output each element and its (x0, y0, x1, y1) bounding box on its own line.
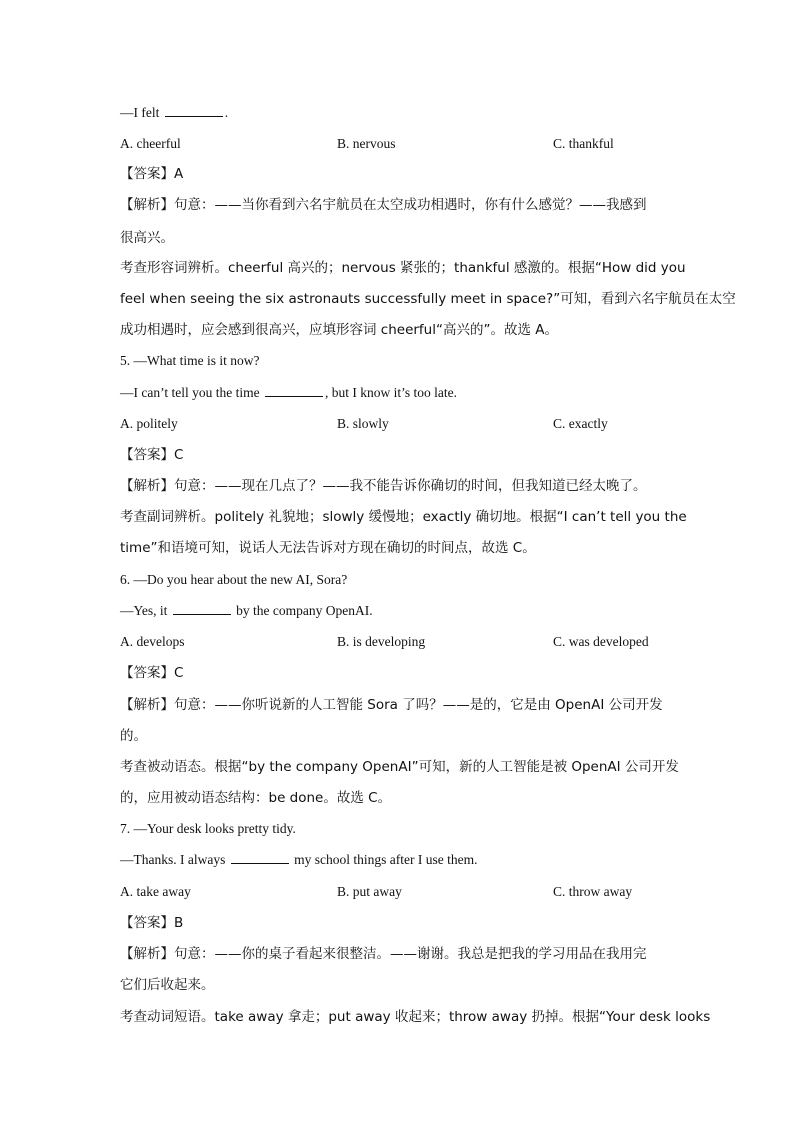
q5-option-c: C. exactly (553, 416, 608, 431)
q4-blank (165, 105, 223, 117)
q6-blank (173, 603, 231, 615)
q4-answer: 【答案】A (120, 166, 184, 182)
q6-analysis-line-2: 的。 (120, 728, 147, 744)
q6-option-c: C. was developed (553, 634, 649, 649)
q6-option-b: B. is developing (337, 634, 426, 649)
q4-analysis-line-2: 很高兴。 (120, 230, 174, 246)
q7-answer-line-pre: —Thanks. I always (120, 852, 229, 867)
q6-option-a: A. develops (120, 634, 185, 649)
q4-analysis-line-3: 考查形容词辨析。cheerful 高兴的；nervous 紧张的；thankful 感激的。根据“How did you (120, 260, 686, 276)
q6-analysis-line-4: 的，应用被动语态结构：be done。故选 C。 (120, 790, 392, 806)
q5-question: 5. —What time is it now? (120, 353, 260, 368)
q4-option-b: B. nervous (337, 136, 396, 151)
q5-answer-line-post: , but I know it’s too late. (324, 385, 457, 400)
q4-analysis-line-1: 【解析】句意：——当你看到六名宇航员在太空成功相遇时，你有什么感觉？——我感到 (120, 197, 647, 213)
q4-answer-line-pre: —I felt (120, 105, 163, 120)
q6-analysis-line-3: 考查被动语态。根据“by the company OpenAI”可知，新的人工智能是被 OpenAI 公司开发 (120, 759, 679, 775)
q7-answer: 【答案】B (120, 915, 184, 931)
q4-analysis-line-5: 成功相遇时，应会感到很高兴，应填形容词 cheerful“高兴的”。故选 A。 (120, 322, 559, 338)
q5-answer: 【答案】C (120, 447, 184, 463)
q5-answer-line (120, 383, 670, 403)
q7-analysis-line-2: 它们后收起来。 (120, 977, 215, 993)
q7-option-b: B. put away (337, 884, 402, 899)
q7-answer-line (120, 850, 670, 870)
q4-option-a: A. cheerful (120, 136, 181, 151)
q6-answer-line-post: by the company OpenAI. (232, 603, 373, 618)
q4-answer-line (120, 103, 670, 123)
q5-analysis-line-3: time”和语境可知，说话人无法告诉对方现在确切的时间点，故选 C。 (120, 540, 536, 556)
q5-analysis-line-1: 【解析】句意：——现在几点了？——我不能告诉你确切的时间，但我知道已经太晚了。 (120, 478, 647, 494)
q5-blank (265, 385, 323, 397)
q6-answer-line-pre: —Yes, it (120, 603, 171, 618)
q7-option-a: A. take away (120, 884, 191, 899)
q7-answer-line-post: my school things after I use them. (290, 852, 478, 867)
q6-analysis-line-1: 【解析】句意：——你听说新的人工智能 Sora 了吗？——是的，它是由 OpenAI 公司开发 (120, 697, 663, 713)
q5-analysis-line-2: 考查副词辨析。politely 礼貌地；slowly 缓慢地；exactly 确切地。根据“I can’t tell you the (120, 509, 687, 525)
q5-answer-line-pre: —I can’t tell you the time (120, 385, 263, 400)
q4-answer-line-post: . (224, 105, 229, 120)
q7-question: 7. —Your desk looks pretty tidy. (120, 821, 296, 836)
q7-option-c: C. throw away (553, 884, 633, 899)
q5-option-b: B. slowly (337, 416, 389, 431)
q4-option-c: C. thankful (553, 136, 614, 151)
q6-answer: 【答案】C (120, 665, 184, 681)
q6-question: 6. —Do you hear about the new AI, Sora? (120, 572, 348, 587)
q5-option-a: A. politely (120, 416, 178, 431)
q7-analysis-line-3: 考查动词短语。take away 拿走；put away 收起来；throw away 扔掉。根据“Your desk looks (120, 1009, 711, 1025)
q7-blank (231, 852, 289, 864)
q7-analysis-line-1: 【解析】句意：——你的桌子看起来很整洁。——谢谢。我总是把我的学习用品在我用完 (120, 946, 647, 962)
q4-analysis-line-4: feel when seeing the six astronauts successfully meet in space?”可知，看到六名宇航员在太空 (120, 291, 736, 307)
q6-answer-line (120, 601, 670, 621)
